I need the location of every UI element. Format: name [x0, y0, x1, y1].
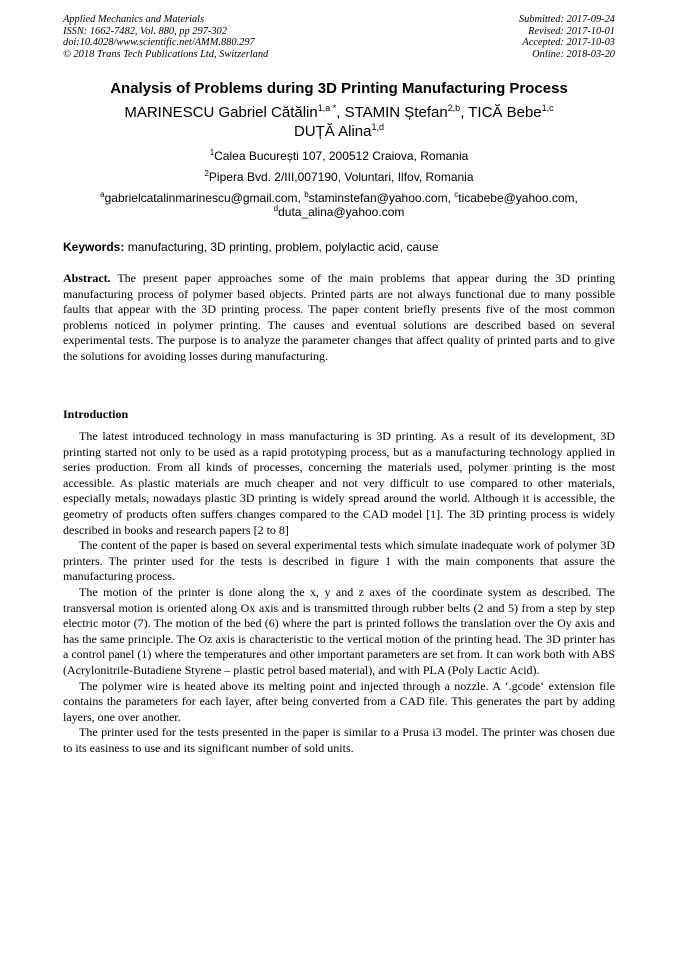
revised-date: Revised: 2017-10-01 [528, 25, 615, 37]
affiliation-text: Calea București 107, 200512 Craiova, Romania [214, 149, 469, 163]
section-heading-introduction: Introduction [63, 407, 129, 421]
paper-title: Analysis of Problems during 3D Printing Manufacturing Process [110, 80, 568, 97]
email-mark: a [100, 190, 105, 199]
accepted-date: Accepted: 2017-10-03 [522, 37, 615, 49]
paragraph: The content of the paper is based on several experimental tests which simulate inadequate work of polymer 3D printers. The printer used for the tests is described in figure 1 with the main components that assure the manufacturing process. [63, 538, 615, 584]
author-name: STAMIN Ștefan [344, 104, 448, 121]
author-affiliation-mark: 1,d [371, 122, 385, 132]
author-name: TICĂ Bebe [468, 104, 542, 121]
online-date: Online: 2018-03-20 [532, 48, 615, 60]
keywords [63, 240, 615, 254]
author-name: DUȚĂ Alina [293, 123, 372, 140]
paragraph: The motion of the printer is done along the x, y and z axes of the coordinate system as described. The transversal motion is oriented along Ox axis and is transmitted through rubber belts (2 and 5) from a step by step electric motor (7). The motion of the bed (6) where the part is printed follows the translation over the Oy axis and has the same principle. The Oz axis is characteristic to the vertical motion of the printing head. The 3D printer has a control panel (1) where the temperatures and other important parameters are set from. It can work both with ABS (Acrylonitrile-Butadiene Styrene – plastic petrol based material), and with PLA (Poly Lactic Acid). [63, 584, 615, 677]
email-mark: b [304, 190, 309, 199]
author-separator: , [460, 104, 469, 121]
submitted-date: Submitted: 2017-09-24 [518, 14, 615, 25]
email-mark: d [273, 203, 279, 213]
introduction-body [63, 429, 615, 756]
email: gabrielcatalinmarinescu@gmail.com, [104, 191, 305, 205]
email: staminstefan@yahoo.com, [308, 191, 455, 205]
publication-info [63, 14, 268, 60]
author-affiliation-mark: 1,c [541, 103, 554, 113]
paragraph: The latest introduced technology in mass manufacturing is 3D printing. As a result of its development, 3D printing started not only to be used as a rapid prototyping process, but as a manufacturing technology applied in series production. From all kinds of processes, concerning the materials used, polymer printing is the most accessible. As plastic materials are much cheaper and not very difficult to use compared to other materials, especially metals, nowadays plastic 3D printing is widely spread around the world. Although it is accessible, the geometry of products often suffers changes compared to the CAD model [1]. The 3D printing process is widely described in books and research papers [2 to 8] [63, 429, 615, 537]
issn: ISSN: 1662-7482, Vol. 880, pp 297-302 [63, 25, 227, 37]
doi: doi:10.4028/www.scientific.net/AMM.880.297 [63, 37, 255, 49]
abstract [63, 271, 615, 365]
author-name: MARINESCU Gabriel Cătălin [124, 104, 318, 121]
paragraph: The printer used for the tests presented in the paper is similar to a Prusa i3 model. The printer was chosen due to its easiness to use and its significant number of sold units. [63, 725, 615, 755]
copyright: © 2018 Trans Tech Publications Ltd, Switzerland [63, 48, 269, 60]
affiliation-mark: 2 [204, 169, 209, 178]
abstract-label: Abstract. [63, 271, 111, 285]
affiliation-mark: 1 [209, 148, 215, 157]
publication-dates [519, 14, 615, 60]
author-emails [70, 192, 608, 219]
email: duta_alina@yahoo.com [278, 204, 405, 219]
keywords-label: Keywords: [63, 240, 125, 254]
paragraph: The polymer wire is heated above its melting point and injected through a nozzle. A ‘.gcode‘ extension file contains the parameters for each layer, after being converted from a CAD file. This generates the part by adding layers, one over another. [63, 678, 615, 724]
author-separator: , [336, 104, 345, 121]
email-mark: c [454, 190, 459, 199]
author-list [40, 103, 638, 141]
author-affiliation-mark: 1,a * [317, 103, 337, 113]
affiliation [40, 149, 638, 163]
email: ticabebe@yahoo.com, [458, 191, 578, 205]
affiliation [40, 170, 638, 184]
keywords-text: manufacturing, 3D printing, problem, polylactic acid, cause [124, 240, 439, 254]
journal-name: Applied Mechanics and Materials [63, 14, 205, 25]
abstract-text: The present paper approaches some of the main problems that appear during the 3D printing manufacturing process of polymer based objects. Printed parts are not always functional due to many possible faults that appear with the 3D printing process. The paper content briefly presents five of the most common problems noticed in polymer printing. The causes and eventual solutions are described based on several experimental tests. The purpose is to analyze the parameter changes that affect quality of printed parts and to give the solutions for avoiding losses during manufacturing. [63, 271, 615, 363]
author-affiliation-mark: 2,b [447, 103, 461, 113]
affiliation-text: Pipera Bvd. 2/III,007190, Voluntari, Ilfov, Romania [208, 170, 474, 184]
